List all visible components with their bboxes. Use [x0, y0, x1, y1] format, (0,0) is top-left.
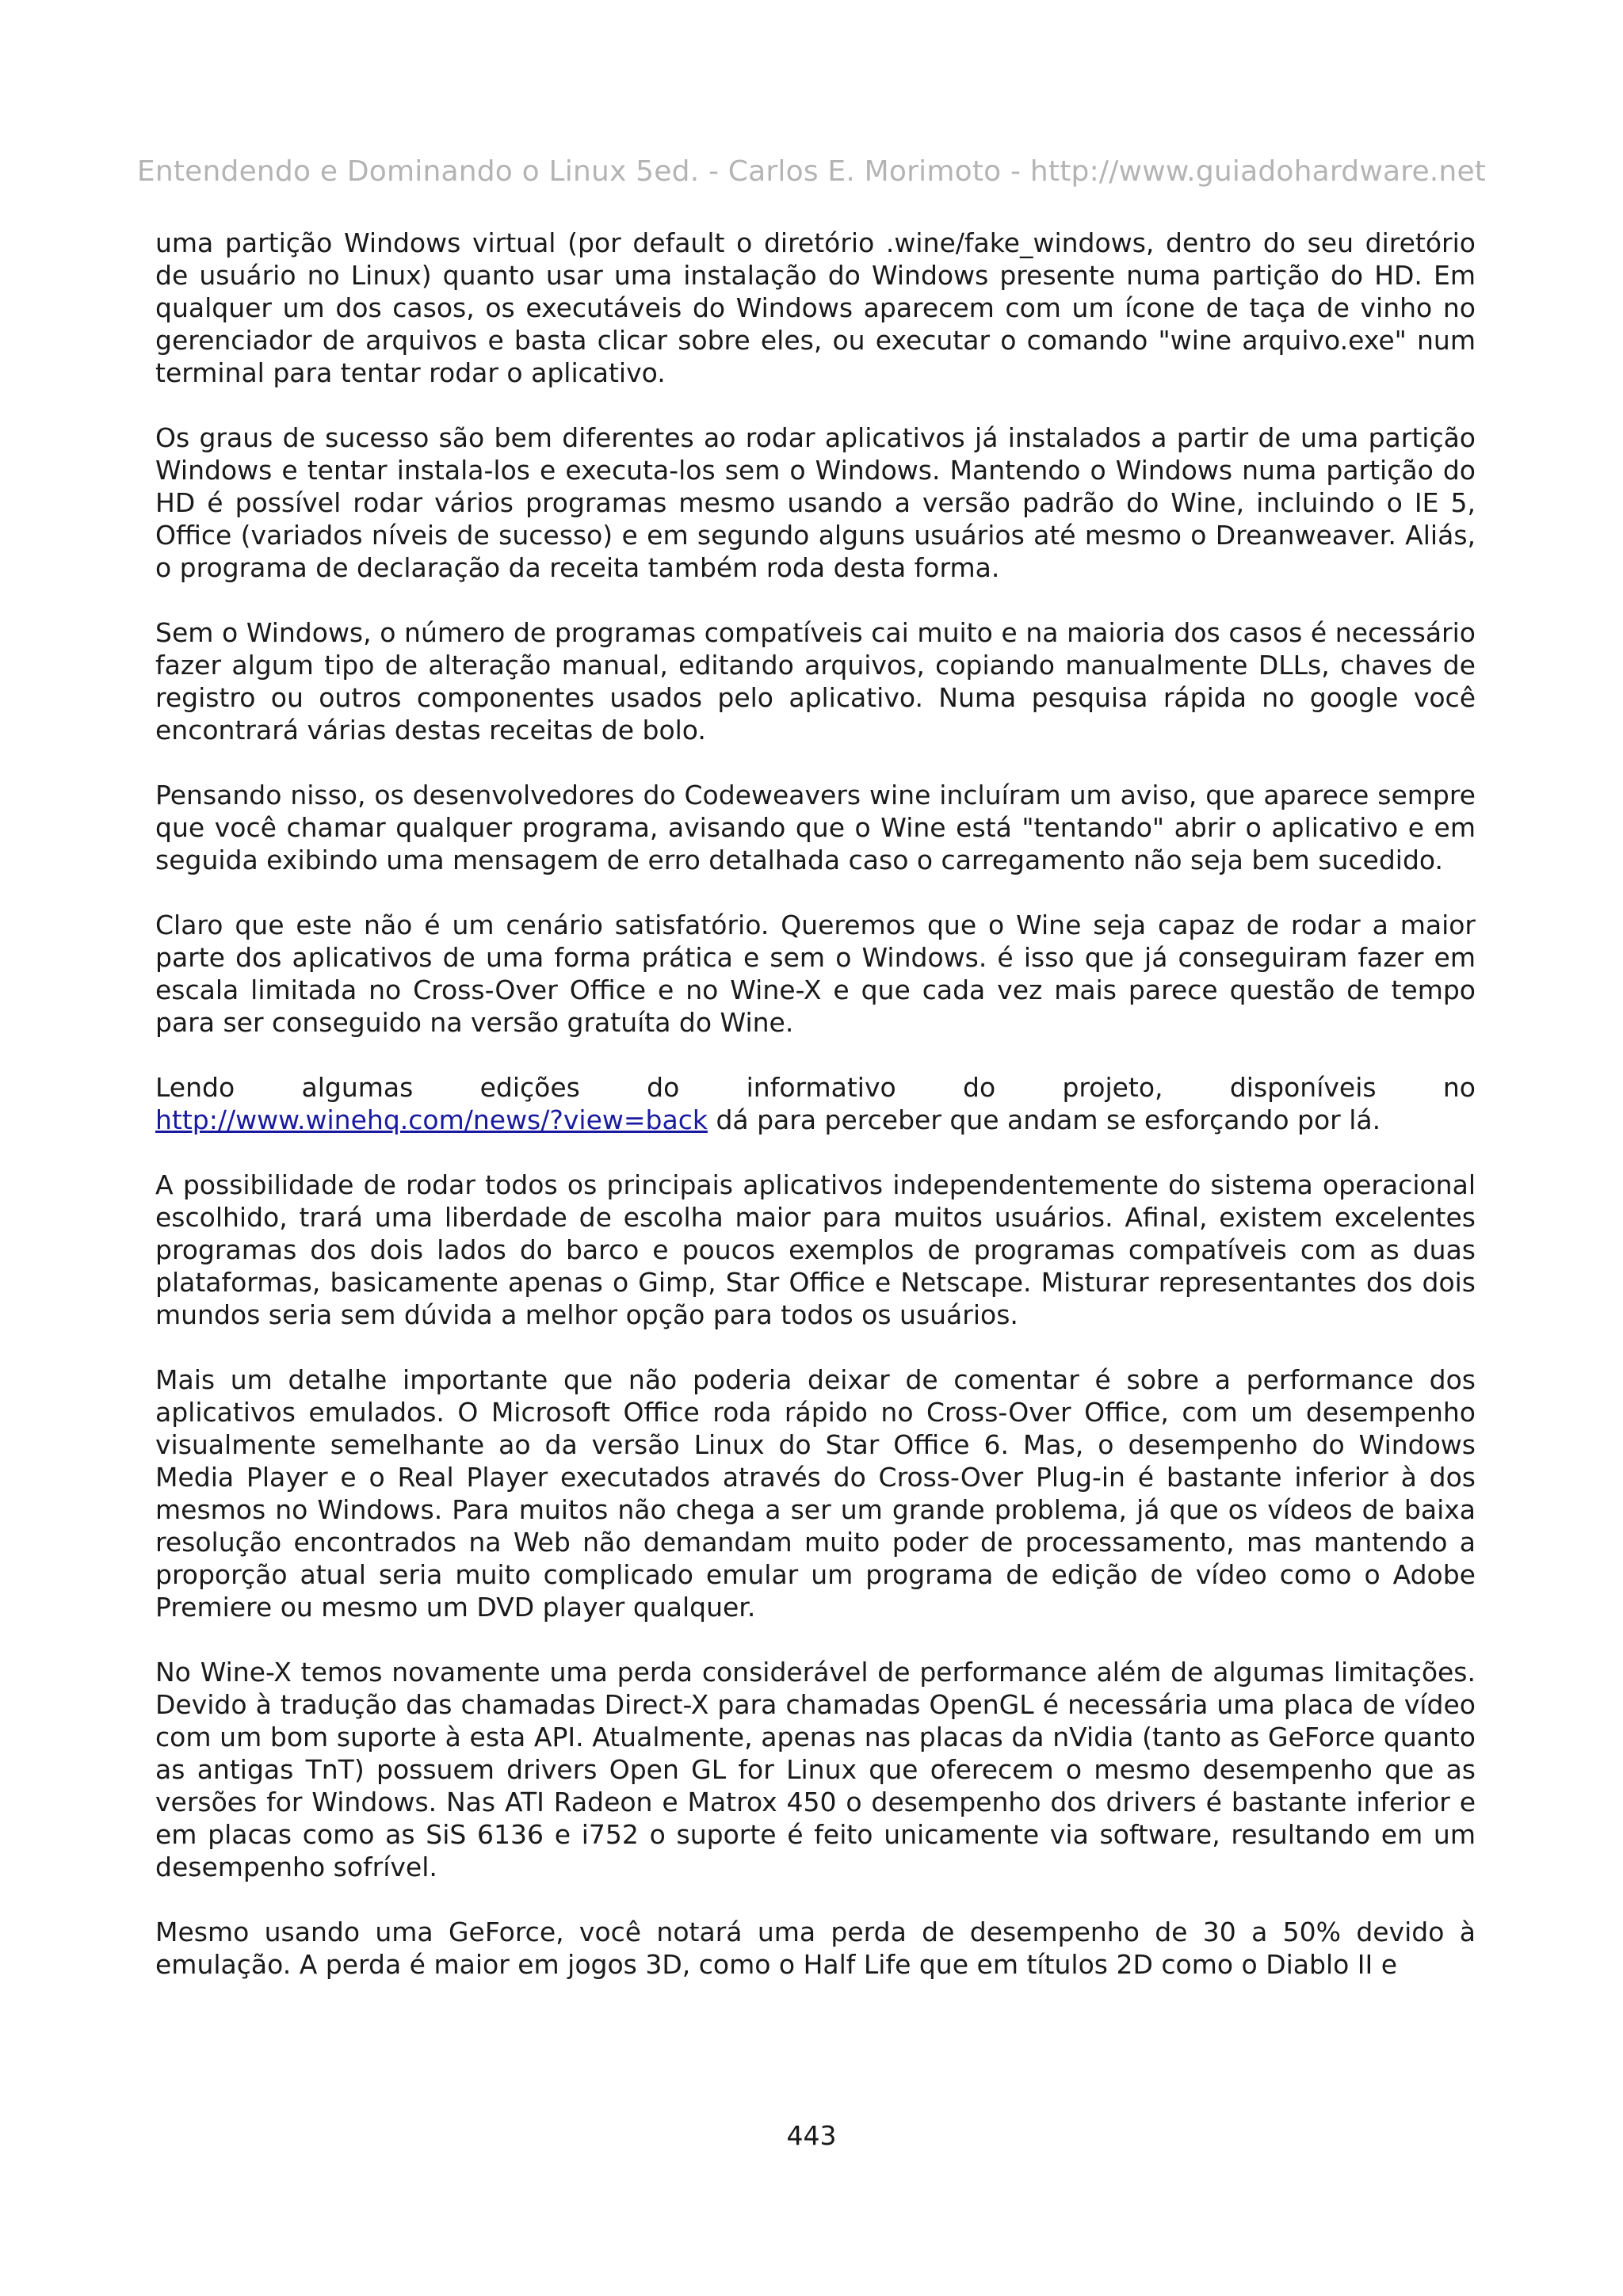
paragraph-7: A possibilidade de rodar todos os principais aplicativos independentemente do sistema operacional escolhido, trará uma liberdade de escolha maior para muitos usuários. Afinal, existem excelentes programas dos dois lados do barco e poucos exemplos de programas compatíveis com as duas plataformas, basicamente apenas o Gimp, Star Office e Netscape. Misturar representantes dos dois mundos seria sem dúvida a melhor opção para todos os usuários. — [155, 1169, 1476, 1330]
paragraph-5: Claro que este não é um cenário satisfatório. Queremos que o Wine seja capaz de rodar a maior parte dos aplicativos de uma forma prática e sem o Windows. é isso que já conseguiram fazer em escala limitada no Cross-Over Office e no Wine-X e que cada vez mais parece questão de tempo para ser conseguido na versão gratuíta do Wine. — [155, 910, 1476, 1038]
paragraph-2: Os graus de sucesso são bem diferentes ao rodar aplicativos já instalados a partir de uma partição Windows e tentar instala-los e executa-los sem o Windows. Mantendo o Windows numa partição do HD é possível rodar vários programas mesmo usando a versão padrão do Wine, incluindo o IE 5, Office (variados níveis de sucesso) e em segundo alguns usuários até mesmo o Dreanweaver. Aliás, o programa de declaração da receita também roda desta forma. — [155, 422, 1476, 583]
paragraph-link-first-line: Lendo algumas edições do informativo do projeto, disponíveis no — [155, 1072, 1476, 1103]
page-body — [155, 227, 1476, 2013]
winehq-news-link[interactable]: http://www.winehq.com/news/?view=back — [155, 1104, 708, 1135]
paragraph-8: Mais um detalhe importante que não poderia deixar de comentar é sobre a performance dos aplicativos emulados. O Microsoft Office roda rápido no Cross-Over Office, com um desempenho visualmente semelhante ao da versão Linux do Star Office 6. Mas, o desempenho do Windows Media Player e o Real Player executados através do Cross-Over Plug-in é bastante inferior à dos mesmos no Windows. Para muitos não chega a ser um grande problema, já que os vídeos de baixa resolução encontrados na Web não demandam muito poder de processamento, mas mantendo a proporção atual seria muito complicado emular um programa de edição de vídeo como o Adobe Premiere ou mesmo um DVD player qualquer. — [155, 1364, 1476, 1623]
paragraph-9: No Wine-X temos novamente uma perda considerável de performance além de algumas limitações. Devido à tradução das chamadas Direct-X para chamadas OpenGL é necessária uma placa de vídeo com um bom suporte à esta API. Atualmente, apenas nas placas da nVidia (tanto as GeForce quanto as antigas TnT) possuem drivers Open GL for Linux que oferecem o mesmo desempenho que as versões for Windows. Nas ATI Radeon e Matrox 450 o desempenho dos drivers é bastante inferior e em placas como as SiS 6136 e i752 o suporte é feito unicamente via software, resultando em um desempenho sofrível. — [155, 1657, 1476, 1882]
paragraph-1: uma partição Windows virtual (por default o diretório .wine/fake_windows, dentro do seu diretório de usuário no Linux) quanto usar uma instalação do Windows presente numa partição do HD. Em qualquer um dos casos, os executáveis do Windows aparecem com um ícone de taça de vinho no gerenciador de arquivos e basta clicar sobre eles, ou executar o comando "wine arquivo.exe" num terminal para tentar rodar o aplicativo. — [155, 227, 1476, 388]
paragraph-link-tail: dá para perceber que andam se esforçando por lá. — [707, 1104, 1381, 1135]
paragraph-3: Sem o Windows, o número de programas compatíveis cai muito e na maioria dos casos é necessário fazer algum tipo de alteração manual, editando arquivos, copiando manualmente DLLs, chaves de registro ou outros componentes usados pelo aplicativo. Numa pesquisa rápida no google você encontrará várias destas receitas de bolo. — [155, 617, 1476, 746]
paragraph-10: Mesmo usando uma GeForce, você notará uma perda de desempenho de 30 a 50% devido à emulação. A perda é maior em jogos 3D, como o Half Life que em títulos 2D como o Diablo II e — [155, 1917, 1476, 1980]
paragraph-link — [155, 1071, 1476, 1136]
page-number: 443 — [786, 2120, 837, 2151]
running-header: Entendendo e Dominando o Linux 5ed. - Carlos E. Morimoto - http://www.guiadohardware.net — [136, 155, 1487, 188]
paragraph-4: Pensando nisso, os desenvolvedores do Codeweavers wine incluíram um aviso, que aparece sempre que você chamar qualquer programa, avisando que o Wine está "tentando" abrir o aplicativo e em seguida exibindo uma mensagem de erro detalhada caso o carregamento não seja bem sucedido. — [155, 780, 1476, 875]
